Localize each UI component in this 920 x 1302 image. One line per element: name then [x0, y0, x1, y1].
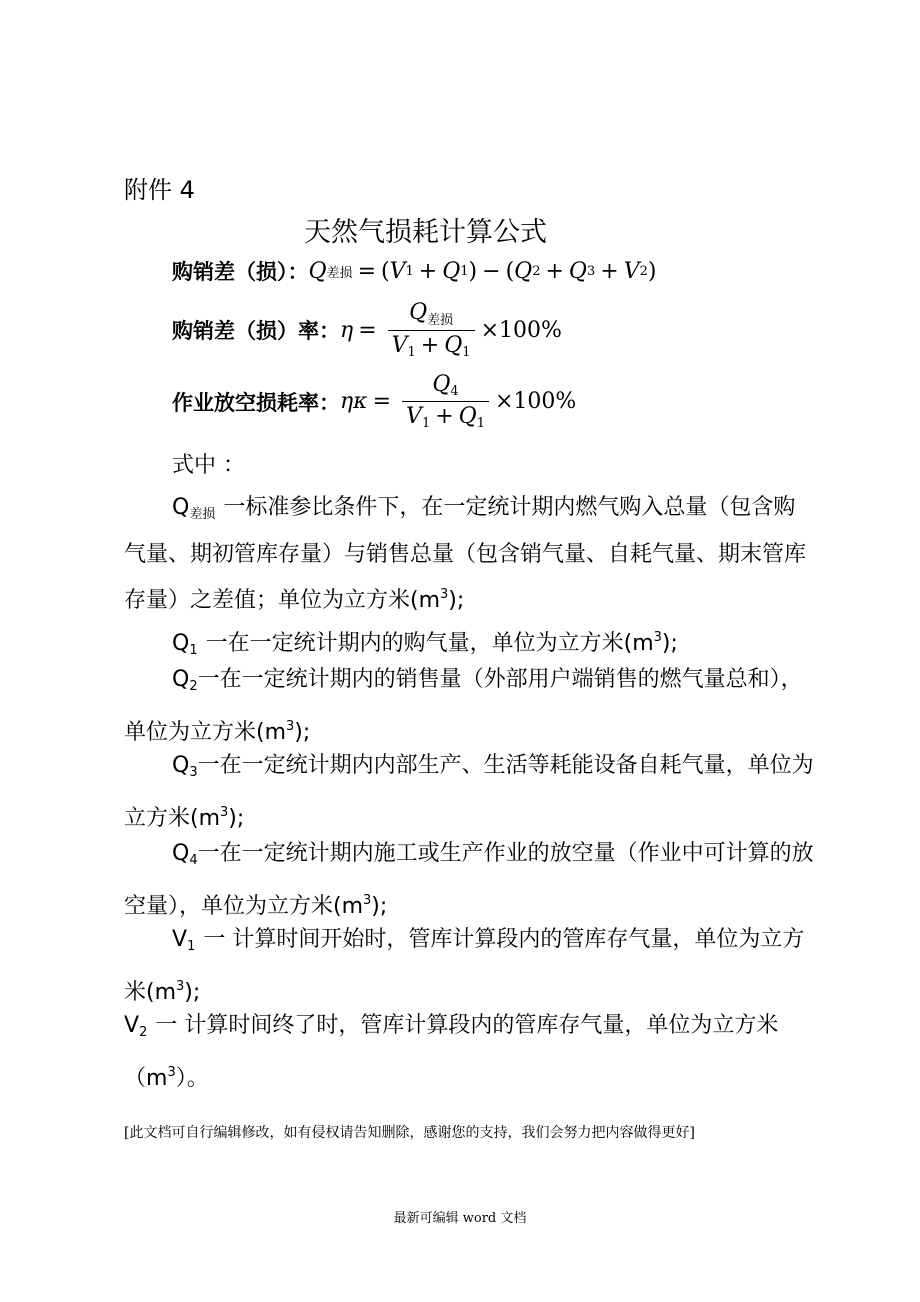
where-label: 式中 ：	[172, 453, 245, 478]
definition-q-loss: $Q_{差损}$ 一标准参比条件下，在一定统计期内燃气购入总量（包含购气量、期初管库存量）与销售总量（包含销气量、自耗气量、期末管库存量）之差值；单位为立方米$(m^3)$;	[124, 495, 807, 613]
definition-q2: $Q_2$一在一定统计期内的销售量（外部用户端销售的燃气量总和），单位为立方米$(m^3)$;	[124, 667, 803, 745]
attachment-label: 附件 4	[124, 176, 195, 204]
fraction: $\frac{Q_4}{V_1 + Q_1}$	[402, 372, 489, 431]
definition-q3: $Q_3$一在一定统计期内内部生产、生活等耗能设备自耗气量，单位为立方米$(m^3)$;	[124, 753, 814, 831]
page-footer: 最新可编辑 word 文档	[393, 1211, 527, 1226]
formula-venting-loss-rate	[172, 372, 576, 431]
formula-purchase-sales-difference	[172, 256, 656, 286]
formula-expression: η = $\frac{Q_{差损}}{V_1 + Q_1}$ ×100%	[340, 300, 562, 360]
formula-purchase-sales-rate	[172, 300, 562, 360]
definition-q4: $Q_4$一在一定统计期内施工或生产作业的放空量（作业中可计算的放空量），单位为立方米$(m^3)$;	[124, 841, 814, 919]
page-title: 天然气损耗计算公式	[304, 217, 547, 248]
definition-q1: $Q_1$ 一在一定统计期内的购气量，单位为立方米$(m^3)$;	[172, 630, 678, 658]
formula-expression: Q 差损 = ( V 1 + Q 1 ) − ( Q 2 + Q 3 + V 2 )	[308, 258, 657, 284]
definition-v2: $V_2$ 一 计算时间终了时，管库计算段内的管库存气量，单位为立方米$(m^3)$。	[124, 1013, 779, 1091]
edit-notice: [此文档可自行编辑修改，如有侵权请告知删除，感谢您的支持，我们会努力把内容做得更好]	[124, 1125, 695, 1141]
formula-label: 作业放空损耗率：	[172, 390, 340, 415]
formula-label: 购销差（损）率：	[172, 319, 340, 343]
formula-label: 购销差（损）：	[172, 260, 309, 284]
formula-expression: ηκ = $\frac{Q_4}{V_1 + Q_1}$ ×100%	[340, 372, 577, 431]
definition-v1: $V_1$ 一 计算时间开始时，管库计算段内的管库存气量，单位为立方米$(m^3)$;	[124, 927, 805, 1005]
fraction: $\frac{Q_{差损}}{V_1 + Q_1}$	[388, 300, 475, 360]
